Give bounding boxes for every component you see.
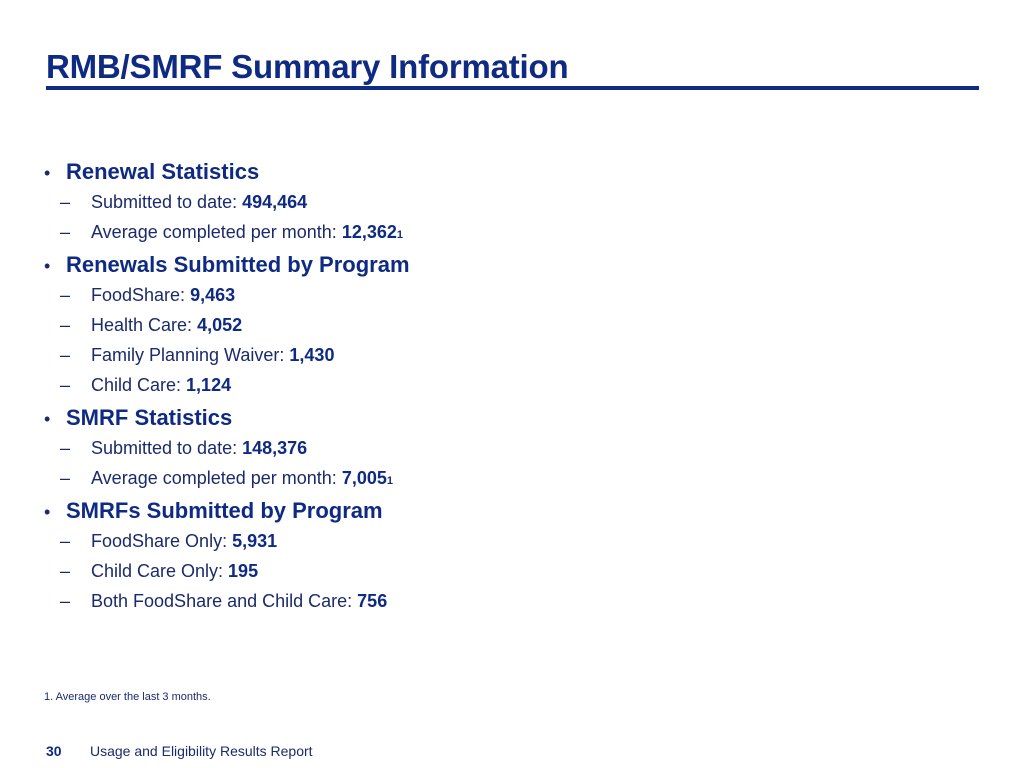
section-heading-text: Renewal Statistics — [66, 159, 260, 184]
dash-icon: – — [60, 345, 71, 365]
item-label: Child Care: — [91, 375, 182, 395]
footnote: 1. Average over the last 3 months. — [44, 691, 211, 703]
item-value: 494,464 — [242, 192, 308, 212]
dash-icon: – — [60, 468, 71, 488]
item-value: 1,430 — [289, 345, 335, 365]
item-value: 12,362 — [341, 222, 397, 242]
item-label: Average completed per month: — [91, 468, 337, 488]
dash-icon: – — [60, 375, 71, 395]
list-item — [44, 340, 944, 370]
dash-icon: – — [60, 591, 71, 611]
item-value: 195 — [228, 561, 259, 581]
item-label: Health Care: — [91, 315, 193, 335]
dash-icon: – — [60, 315, 71, 335]
slide-footer — [46, 743, 313, 759]
dash-icon: – — [60, 192, 71, 212]
list-item — [44, 433, 944, 463]
list-item — [44, 280, 944, 310]
item-value: 1,124 — [186, 375, 232, 395]
list-item — [44, 526, 944, 556]
bullet-icon: • — [44, 256, 51, 276]
list-item — [44, 586, 944, 616]
bullet-icon: • — [44, 502, 51, 522]
item-value: 4,052 — [197, 315, 243, 335]
item-label: Child Care Only: — [91, 561, 224, 581]
section-renewals-by-program — [44, 250, 944, 400]
dash-icon: – — [60, 222, 71, 242]
dash-icon: – — [60, 531, 71, 551]
item-value: 7,005 — [341, 468, 387, 488]
section-smrf-statistics — [44, 403, 944, 493]
report-title: Usage and Eligibility Results Report — [90, 743, 313, 759]
list-item: – Average completed per month: 12,362 1 — [44, 217, 944, 247]
section-heading — [44, 496, 944, 526]
item-label: Submitted to date: — [91, 192, 238, 212]
bullet-icon: • — [44, 163, 51, 183]
item-value: 756 — [357, 591, 388, 611]
slide-title: RMB/SMRF Summary Information — [46, 48, 569, 85]
item-label: Submitted to date: — [91, 438, 238, 458]
item-label: Both FoodShare and Child Care: — [91, 591, 353, 611]
list-item — [44, 370, 944, 400]
sub-list — [44, 526, 944, 616]
list-item — [44, 187, 944, 217]
section-smrfs-by-program — [44, 496, 944, 616]
item-label: Family Planning Waiver: — [91, 345, 285, 365]
item-value: 5,931 — [232, 531, 278, 551]
section-heading — [44, 403, 944, 433]
sub-list — [44, 187, 944, 247]
item-label: Average completed per month: — [91, 222, 337, 242]
page-number: 30 — [46, 743, 62, 759]
item-value: 9,463 — [190, 285, 236, 305]
dash-icon: – — [60, 561, 71, 581]
sub-list — [44, 433, 944, 493]
list-item — [44, 556, 944, 586]
list-item: – Average completed per month: 7,005 1 — [44, 463, 944, 493]
section-heading-text: SMRF Statistics — [66, 405, 233, 430]
item-label: FoodShare: — [91, 285, 186, 305]
item-value: 148,376 — [242, 438, 308, 458]
section-renewal-statistics — [44, 157, 944, 247]
sub-list — [44, 280, 944, 400]
section-heading-text: Renewals Submitted by Program — [66, 252, 410, 277]
item-label: FoodShare Only: — [91, 531, 228, 551]
list-item — [44, 310, 944, 340]
section-heading — [44, 250, 944, 280]
bullet-icon: • — [44, 409, 51, 429]
title-underline — [46, 86, 979, 90]
section-heading — [44, 157, 944, 187]
section-heading-text: SMRFs Submitted by Program — [66, 498, 383, 523]
dash-icon: – — [60, 438, 71, 458]
dash-icon: – — [60, 285, 71, 305]
bullet-list — [44, 157, 944, 616]
